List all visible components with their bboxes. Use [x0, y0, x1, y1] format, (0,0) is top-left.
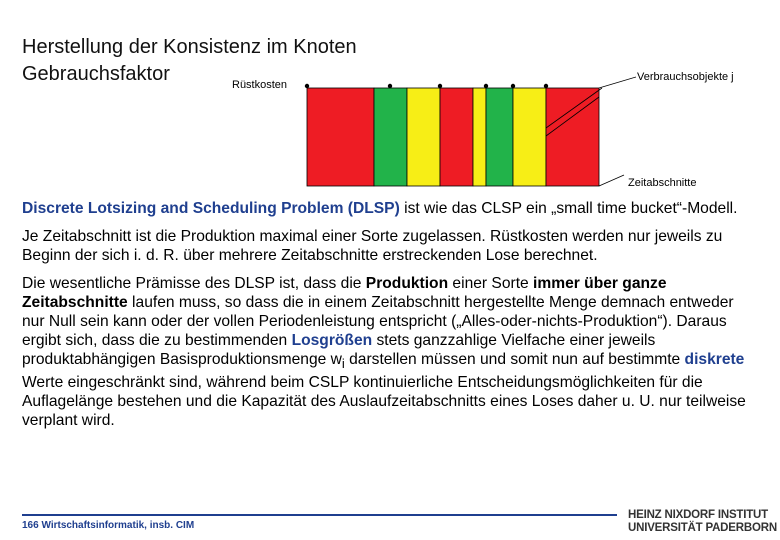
footer-text: 166 Wirtschaftsinformatik, insb. CIM	[22, 520, 195, 531]
p3-text-6: Werte eingeschränkt sind, während beim CSLP kontinuierliche Entscheidungsmöglichkeiten für die Auflagelänge bestehen und die Kapazität des Auslaufzeitabschnitts eines Loses daher u. U. nur teilweise verplant wird.	[22, 374, 746, 430]
p3-text-4: stets ganzzahlige Vielfache einer jeweils produktabhängigen Basisproduktionsmenge w	[22, 332, 656, 368]
bucket-3	[407, 88, 440, 186]
paragraph-2: Je Zeitabschnitt ist die Produktion maximal einer Sorte zugelassen. Rüstkosten werden nur jeweils zu Beginn der sich i. d. R. über mehrere Zeitabschnitte erstreckenden Lose berechnet.	[22, 228, 723, 264]
bucket-7	[513, 88, 546, 186]
slide-body	[22, 199, 757, 439]
setup-marker	[438, 84, 442, 88]
p3-text-1: Die wesentliche Prämisse des DLSP ist, dass die	[22, 275, 366, 292]
footer-divider	[22, 514, 617, 516]
bucket-5	[473, 88, 486, 186]
slide-title-line2: Gebrauchsfaktor	[22, 63, 170, 85]
bucket-1	[307, 88, 374, 186]
bucket-2	[374, 88, 407, 186]
p3-bold-produktion: Produktion	[365, 275, 449, 292]
p3-text-2: einer Sorte	[448, 275, 534, 292]
slide-title-line1: Herstellung der Konsistenz im Knoten	[22, 36, 357, 58]
setup-marker	[544, 84, 548, 88]
paragraph-1	[22, 199, 757, 218]
p3-subscript-i: i	[341, 356, 345, 372]
setup-marker	[388, 84, 392, 88]
logo-line2: UNIVERSITÄT PADERBORN	[628, 522, 777, 534]
label-zeitabschnitte: Zeitabschnitte	[628, 177, 697, 189]
pointer-line	[599, 175, 624, 186]
p3-bold-losgroessen: Losgrößen	[291, 332, 373, 349]
p3-text-3: laufen muss, so dass die in einem Zeitabschnitt hergestellte Menge demnach entweder nur Null sein kann oder der vollen Periodenleistung entspricht („Alles-oder-nichts-Produktion“). Daraus ergibt sich, dass die zu bestimmenden	[22, 294, 734, 349]
label-verbrauchsobjekte: Verbrauchsobjekte j	[637, 71, 734, 83]
logo-line1: HEINZ NIXDORF INSTITUT	[628, 509, 768, 521]
p3-bold-diskrete: diskrete	[684, 351, 745, 368]
p3-bold-zeitabschnitte: immer über ganze Zeitabschnitte	[22, 275, 667, 311]
setup-marker	[511, 84, 515, 88]
label-ruestkosten: Rüstkosten	[232, 79, 288, 91]
bucket-6	[486, 88, 513, 186]
pointer-line	[599, 77, 636, 88]
setup-marker	[484, 84, 488, 88]
institute-logo	[628, 509, 777, 535]
dlsp-diagram	[220, 60, 780, 195]
p3-text-5: darstellen müssen und somit nun auf bestimmte	[344, 351, 685, 368]
bucket-4	[440, 88, 473, 186]
setup-marker	[305, 84, 309, 88]
dlsp-term: Discrete Lotsizing and Scheduling Problem (DLSP)	[22, 200, 400, 217]
paragraph-3	[22, 274, 757, 430]
paragraph-1-rest: ist wie das CLSP ein „small time bucket“-Modell.	[399, 200, 738, 217]
